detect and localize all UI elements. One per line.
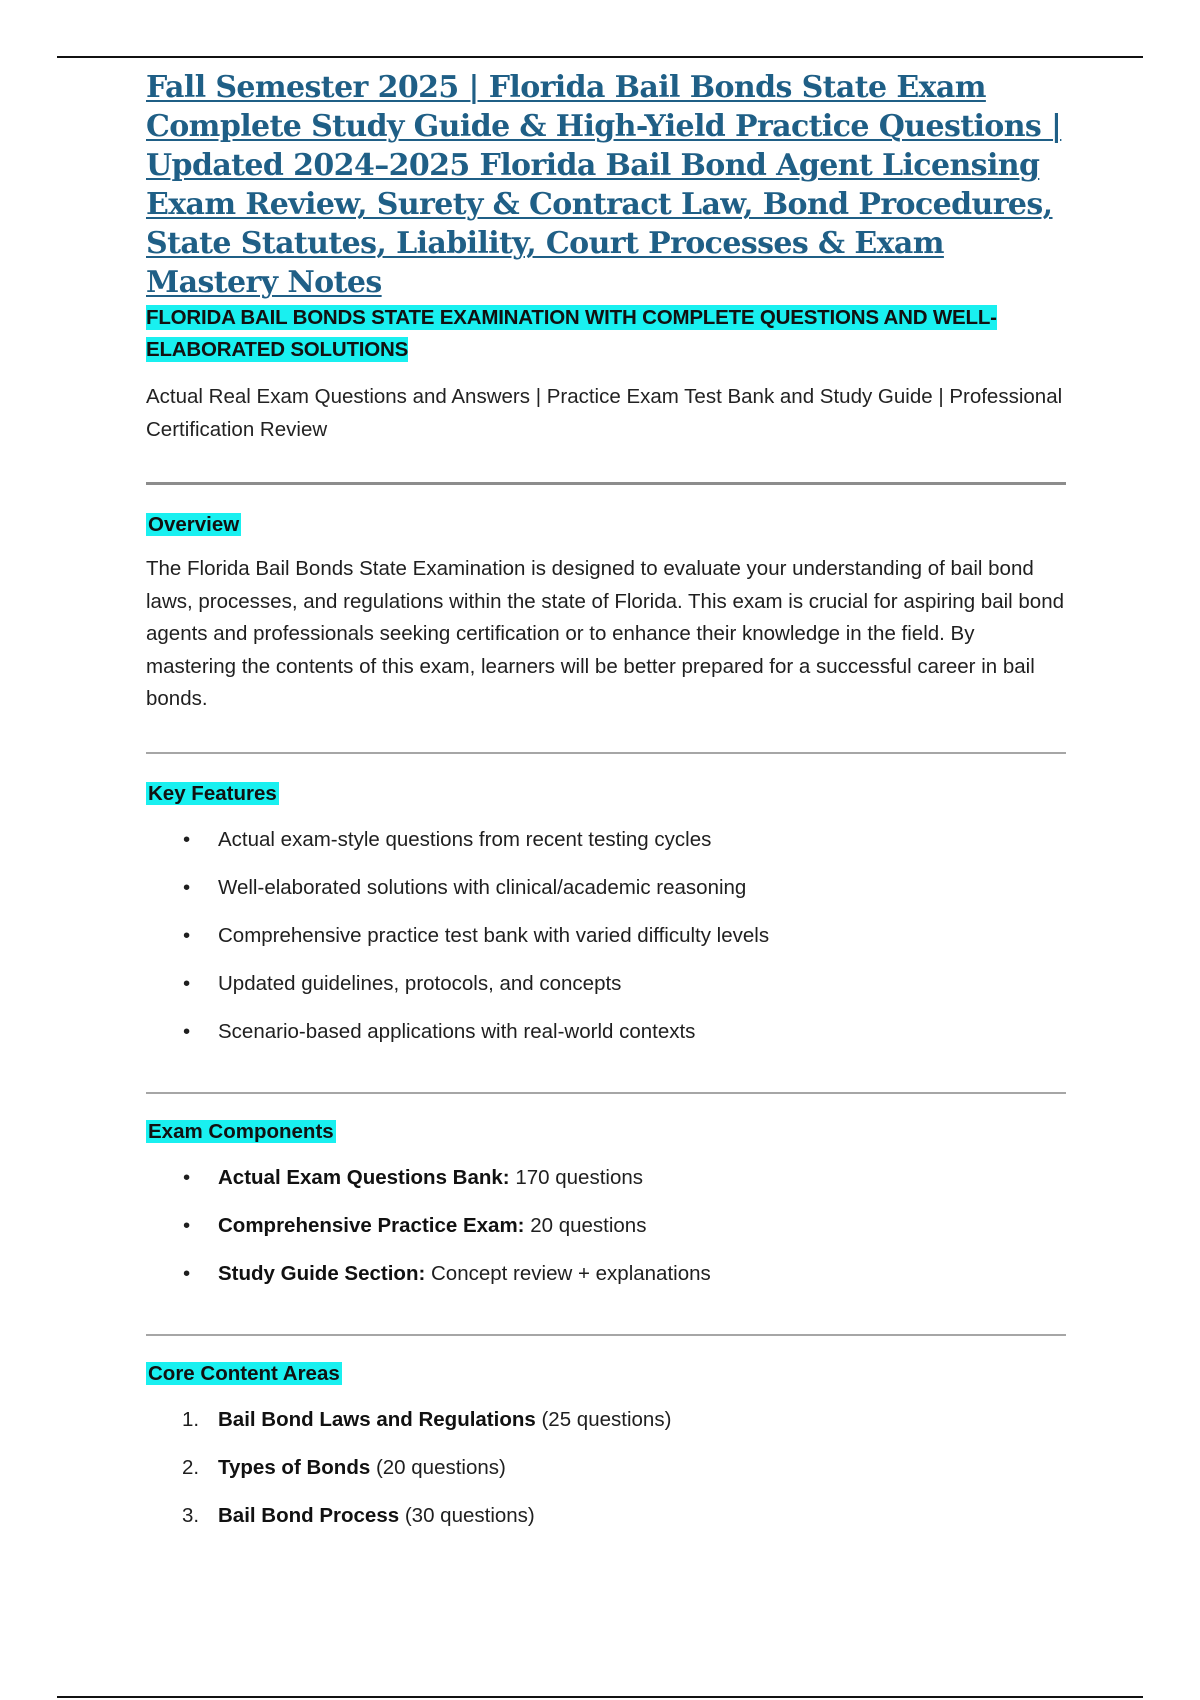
list-item-value: (25 questions) (541, 1407, 672, 1431)
exam-components-list (146, 1164, 1066, 1288)
key-features-heading (146, 780, 1066, 808)
bullet-icon: • (183, 1165, 191, 1189)
bullet-icon: • (183, 827, 191, 851)
list-item-label: Bail Bond Process (218, 1503, 400, 1527)
list-item-number: 3. (182, 1503, 200, 1527)
bullet-icon: • (183, 923, 191, 947)
list-item-text: Actual exam-style questions from recent testing cycles (218, 827, 712, 851)
list-item-value: (30 questions) (404, 1503, 535, 1527)
list-item-text: Well-elaborated solutions with clinical/academic reasoning (218, 875, 747, 899)
list-item-value: 20 questions (530, 1213, 647, 1237)
overview-heading (146, 511, 1066, 539)
section-divider (146, 1334, 1066, 1336)
bullet-icon: • (183, 1213, 191, 1237)
bullet-icon: • (183, 1261, 191, 1285)
list-item (146, 1406, 1066, 1434)
key-features-list (146, 826, 1066, 1046)
list-item (146, 970, 1066, 998)
bullet-icon: • (183, 971, 191, 995)
list-item-value: (20 questions) (375, 1455, 506, 1479)
bullet-icon: • (183, 1019, 191, 1043)
section-divider (146, 1092, 1066, 1094)
list-item (146, 1164, 1066, 1192)
list-item-label: Comprehensive Practice Exam: (218, 1213, 525, 1237)
exam-components-heading (146, 1118, 1066, 1146)
list-item (146, 1212, 1066, 1240)
list-item-text: Comprehensive practice test bank with varied difficulty levels (218, 923, 770, 947)
list-item-label: Types of Bonds (218, 1455, 371, 1479)
document-title-link[interactable]: Fall Semester 2025 | Florida Bail Bonds State Exam Complete Study Guide & High-Yield Practice Questions | Updated 2024–2025 Florida Bail Bond Agent Licensing Exam Review, Surety & Contract Law, Bond Procedures, State Statutes, Liability, Court Processes & Exam Mastery Notes (146, 70, 1062, 300)
overview-paragraph: The Florida Bail Bonds State Examination is designed to evaluate your understanding of bail bond laws, processes, and regulations within the state of Florida. This exam is crucial for aspiring bail bond agents and professionals seeking certification or to enhance their knowledge in the field. By mastering the contents of this exam, learners will be better prepared for a successful career in bail bonds. (146, 557, 1065, 710)
list-item-text: Updated guidelines, protocols, and concepts (218, 971, 622, 995)
core-content-list (146, 1406, 1066, 1530)
list-item-value: Concept review + explanations (431, 1261, 711, 1285)
document-tagline: Actual Real Exam Questions and Answers | Practice Exam Test Bank and Study Guide | Professional Certification Review (146, 385, 1063, 441)
list-item-label: Bail Bond Laws and Regulations (218, 1407, 536, 1431)
core-content-heading-text: Core Content Areas (148, 1361, 340, 1385)
list-item-label: Study Guide Section: (218, 1261, 426, 1285)
bullet-icon: • (183, 875, 191, 899)
list-item-text: Scenario-based applications with real-world contexts (218, 1019, 696, 1043)
page-top-border (57, 56, 1143, 58)
list-item-number: 2. (182, 1455, 200, 1479)
list-item (146, 1502, 1066, 1530)
exam-components-heading-text: Exam Components (148, 1119, 334, 1143)
document-subtitle (146, 302, 1066, 366)
list-item-number: 1. (182, 1407, 200, 1431)
list-item (146, 826, 1066, 854)
key-features-heading-text: Key Features (148, 781, 277, 805)
section-divider (146, 752, 1066, 754)
list-item (146, 922, 1066, 950)
core-content-heading (146, 1360, 1066, 1388)
document-body (146, 68, 1066, 1530)
list-item (146, 874, 1066, 902)
list-item-value: 170 questions (515, 1165, 643, 1189)
page-bottom-border (57, 1696, 1143, 1698)
list-item (146, 1018, 1066, 1046)
subtitle-highlight: FLORIDA BAIL BONDS STATE EXAMINATION WITH COMPLETE QUESTIONS AND WELL-ELABORATED SOLUTIONS (146, 306, 997, 361)
section-divider (146, 482, 1066, 485)
list-item (146, 1454, 1066, 1482)
overview-heading-text: Overview (148, 513, 240, 536)
list-item (146, 1260, 1066, 1288)
list-item-label: Actual Exam Questions Bank: (218, 1165, 510, 1189)
